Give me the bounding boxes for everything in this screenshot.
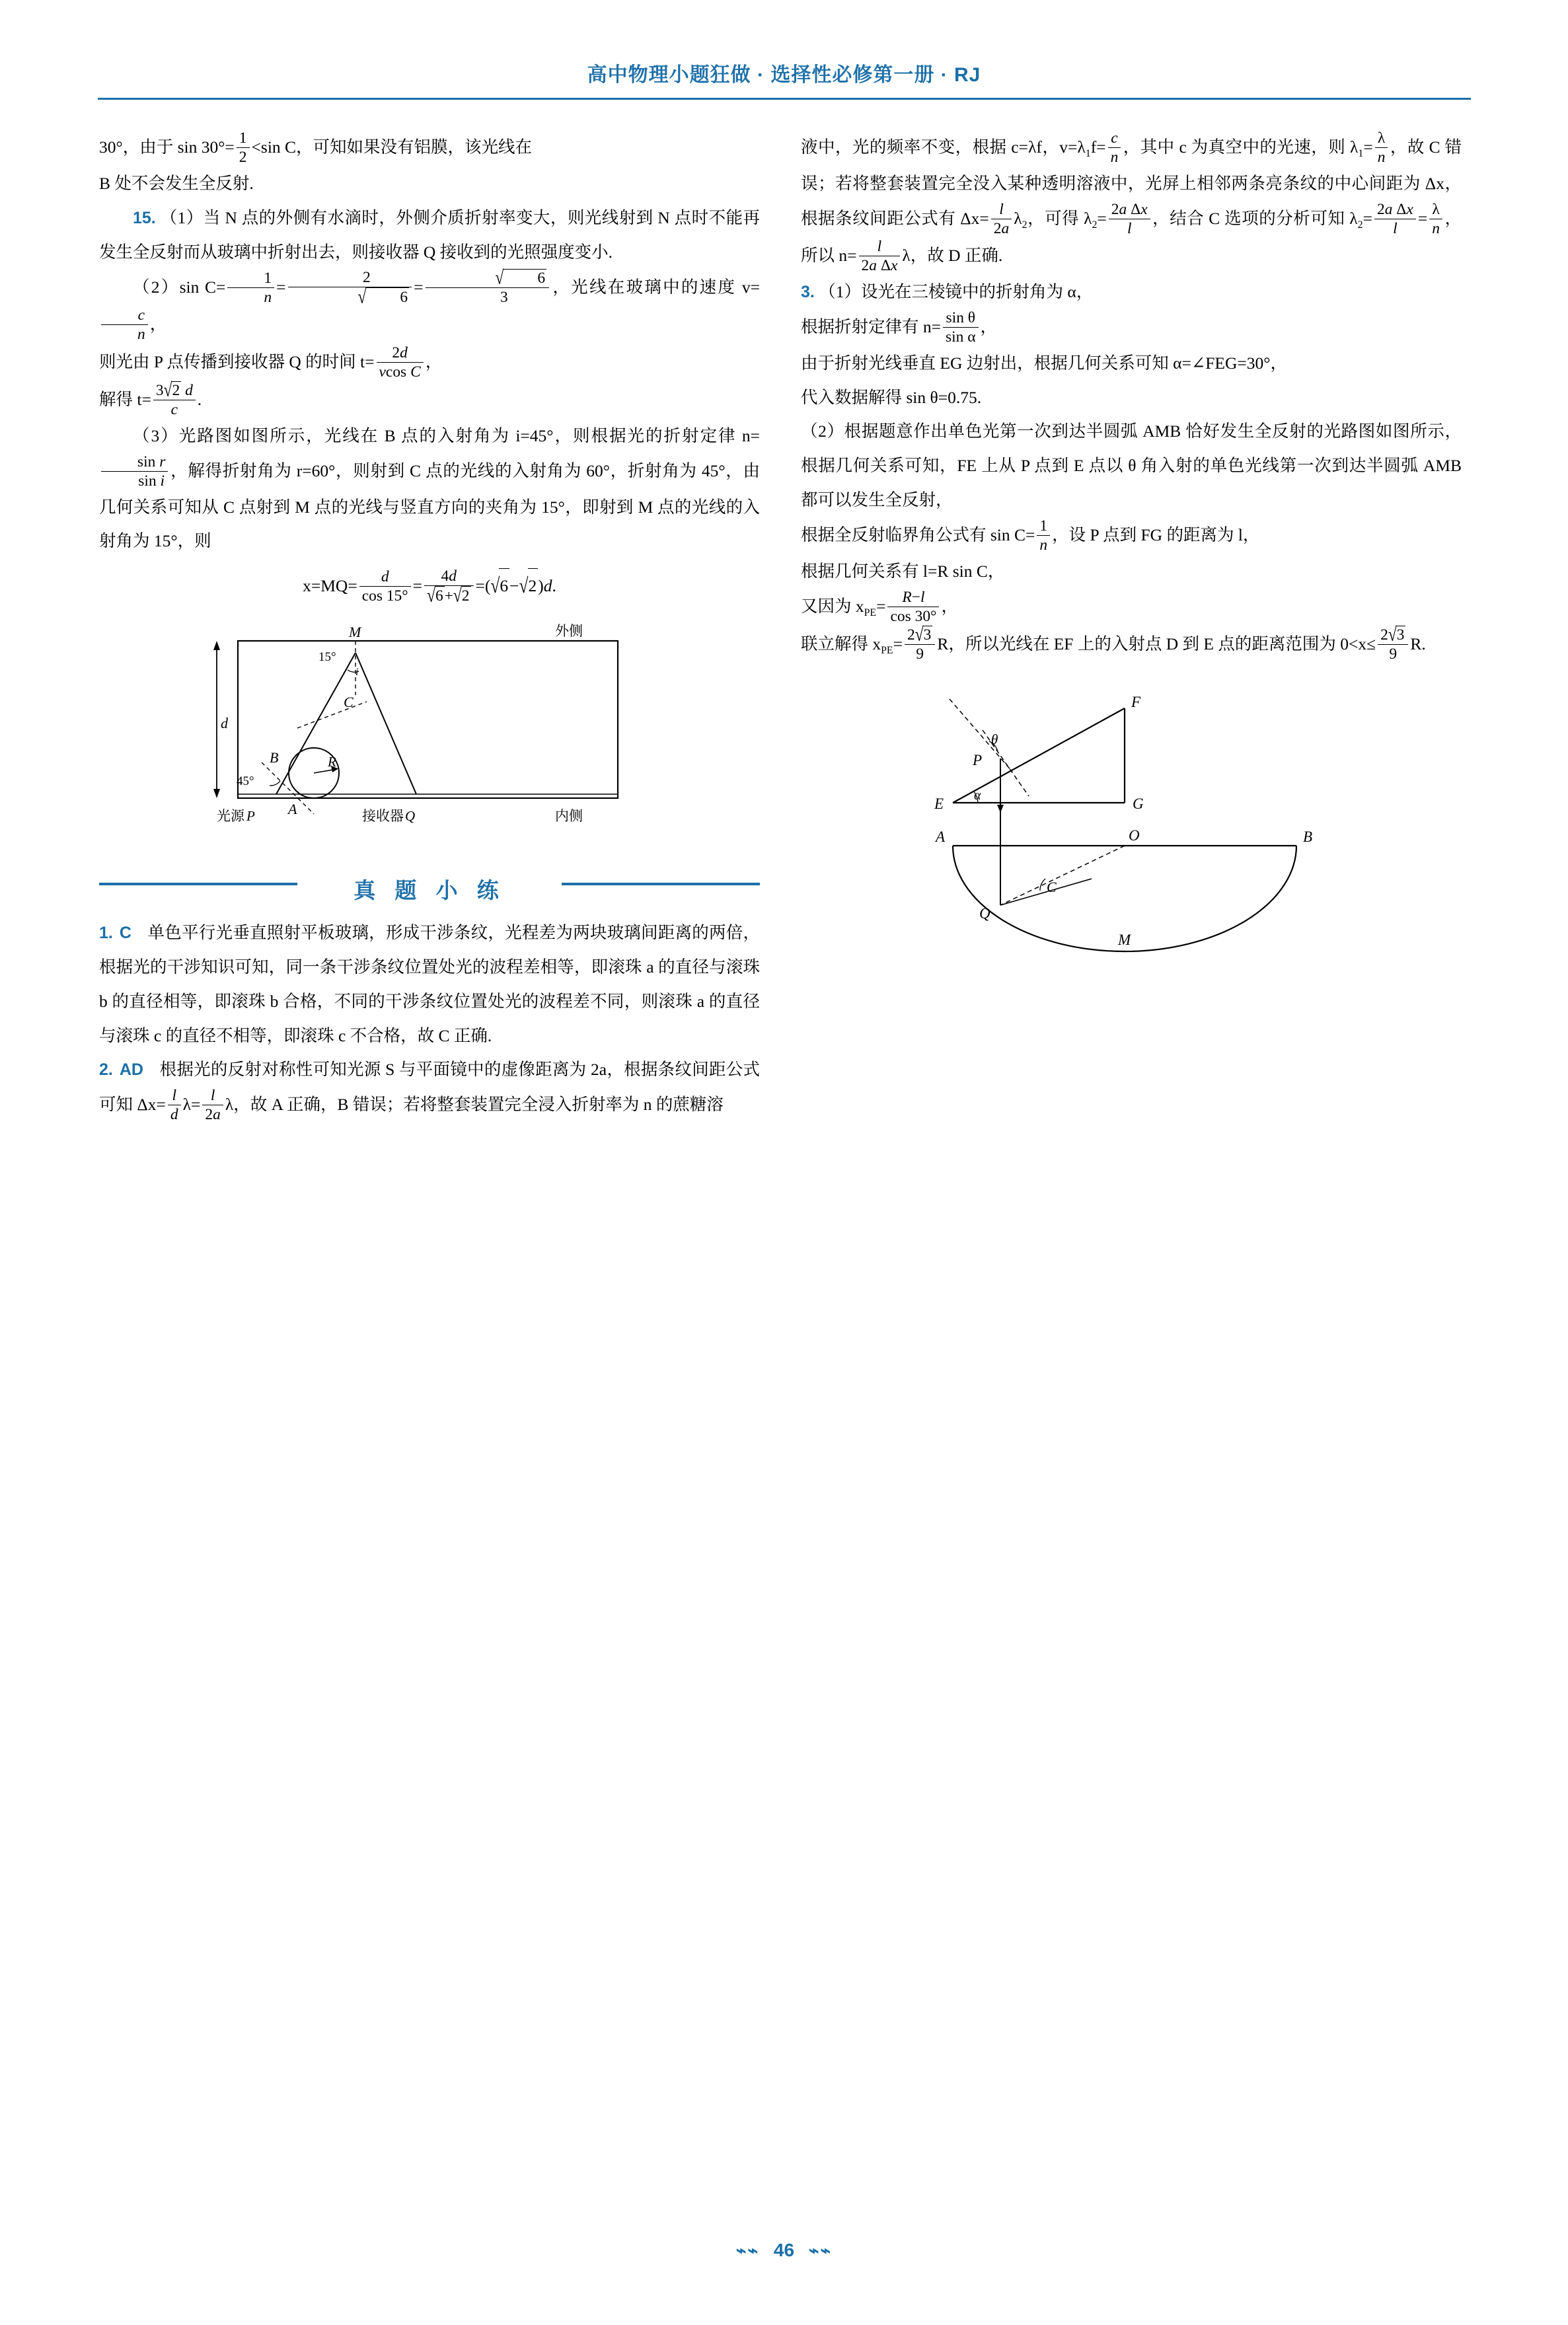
svg-text:P: P <box>246 808 255 825</box>
figure-1-svg <box>198 622 648 847</box>
section-banner <box>99 867 760 903</box>
question-1: 1. C 单色平行光垂直照射平板玻璃，形成干涉条纹，光程差为两块玻璃间距离的两倍，根据光的干涉知识可知，同一条干涉条纹位置处光的波程差相等，即滚珠 a 的直径与滚珠 b 的直径相等，即滚珠 b 合格，不同的干涉条纹位置处光的波程差不同，则滚珠 a 的直径与滚珠 c 的直径不相等，即滚珠 c 不合格，故 C 正确. <box>99 923 760 1045</box>
svg-text:C: C <box>1047 878 1057 895</box>
header-divider <box>98 98 1471 100</box>
svg-text:A: A <box>288 801 297 818</box>
q3-xpe-expression: 又因为 $x_{PE}=$ $\frac{R-l}{\cos 30^\circ}$ ， <box>801 588 958 625</box>
svg-text:i: i <box>355 667 359 679</box>
svg-text:45°: 45° <box>237 774 254 789</box>
item-15-solve-t: 解得 t= $\frac{3√2 d}{c}$ . <box>99 379 202 418</box>
svg-text:P: P <box>973 751 983 768</box>
svg-text:A: A <box>936 828 946 845</box>
footer-ornament-right: ⌁⌁ <box>808 2240 833 2260</box>
left-column <box>99 129 760 1124</box>
q3-refraction-law: 根据折射定律有 n= $\frac{\text{sin θ}}{\text{sin α}}$ ， <box>801 309 998 346</box>
q3-final-result: 联立解得 $x_{PE}=$ $\frac{2√3}{9}$ R，所以光线在 EF 上的入射点 D 到 E 点的距离范围为 0<x≤ $\frac{2√3}{9}$ R. <box>801 624 1426 663</box>
svg-text:接收器: 接收器 <box>362 809 404 825</box>
svg-text:光源: 光源 <box>217 809 244 825</box>
item-15-time: 则光由 P 点传播到接收器 Q 的时间 t= $\frac{2d}{\text{vcos C}}$ ， <box>99 344 443 381</box>
q3-geometry: 由于折射光线垂直 EG 边射出，根据几何关系可知 α=∠FEG=30°， <box>801 353 1287 373</box>
para-14-tail-2: B 处不会发生全反射. <box>99 174 254 194</box>
svg-text:R: R <box>328 754 336 770</box>
svg-text:E: E <box>934 795 944 812</box>
svg-text:F: F <box>1131 693 1141 710</box>
svg-text:内侧: 内侧 <box>555 809 583 825</box>
item-15-formula-x: x=MQ= $\frac{d}{\cos 15^\circ}$ = $\frac{4d}{√6+√2}$ =(√6−√2)d. <box>303 568 556 607</box>
svg-text:B: B <box>1303 828 1313 845</box>
svg-text:O: O <box>1129 827 1140 844</box>
svg-text:α: α <box>974 788 981 803</box>
q3-part2: （2）根据题意作出单色光第一次到达半圆弧 AMB 恰好发生全反射的光路图如图所示，根据几何关系可知，FE 上从 P 点到 E 点以 θ 角入射的单色光线第一次到达半圆弧 AMB 都可以发生全反射， <box>801 422 1462 509</box>
svg-text:Q: Q <box>405 808 416 825</box>
right-column <box>801 129 1462 978</box>
footer-ornament-left: ⌁⌁ <box>735 2240 760 2260</box>
para-14-tail: 30°，由于 sin 30°= $\frac{1}{2}$ <sin C，可知如果没有铝膜，该光线在 <box>99 129 533 166</box>
item-15-part2: （2）sin C= $\frac{1}{n}$ = $\frac{2}{√ 6}$ = $\frac{√ 6}{3}$ ，光线在玻璃中的速度 v= $\frac{c}{n}$ ， <box>99 269 760 344</box>
svg-text:外侧: 外侧 <box>555 624 583 640</box>
item-15: 15. （1）当 N 点的外侧有水滴时，外侧介质折射率变大，则光线射到 N 点时不能再发生全反射而从玻璃中折射出去，则接收器 Q 接收到的光照强度变小. <box>99 207 760 262</box>
question-2: 2. AD 根据光的反射对称性可知光源 S 与平面镜中的虚像距离为 2a，根据条纹间距公式可知 Δx= $\frac{l}{d}$ λ= $\frac{l}{2a}$ λ，故 A 正确，B 错误；若将整套装置完全浸入折射率为 n 的蔗糖溶 <box>99 1060 760 1123</box>
item-15-part3: （3）光路图如图所示，光线在 B 点的入射角为 i=45°，则根据光的折射定律 n= $\frac{\text{sin r}}{\text{sin i}}$ ，解得折射角为 r=60°，则射到 C 点的光线的入射角为 60°，折射角为 45°，由几何关系可知从 C 点射到 M 点的光线与竖直方向的夹角为 15°，即射到 M 点的光线的入射角为 15°，则 <box>99 425 760 551</box>
q3-geom-l: 根据几何关系有 l=R sin C， <box>801 561 1005 581</box>
svg-text:θ: θ <box>991 731 998 747</box>
q3-critical-angle: 根据全反射临界角公式有 sin C= $\frac{1}{n}$ ，设 P 点到 FG 的距离为 l， <box>801 517 1260 554</box>
svg-text:15°: 15° <box>318 650 336 665</box>
q3-result-sin: 代入数据解得 sin θ=0.75. <box>801 387 982 407</box>
svg-text:B: B <box>270 749 279 766</box>
svg-text:M: M <box>349 624 361 641</box>
svg-text:M: M <box>1118 931 1131 948</box>
figure-light-path-glass <box>198 622 648 847</box>
banner-bar-left <box>99 883 297 885</box>
figure-prism-semicircle <box>926 681 1336 978</box>
svg-text:C: C <box>344 694 354 711</box>
banner-title: 真 题 小 练 <box>354 878 505 903</box>
page-number: 46 <box>773 2240 795 2260</box>
page-footer <box>0 2240 1568 2261</box>
figure-2-svg <box>926 681 1336 978</box>
svg-text:d: d <box>221 715 228 732</box>
svg-text:Q: Q <box>979 904 990 922</box>
svg-text:G: G <box>1133 795 1144 812</box>
page-header: 高中物理小题狂做 · 选择性必修第一册 · RJ <box>587 64 981 86</box>
question-3: 3. （1）设光在三棱镜中的折射角为 α， <box>801 282 1094 302</box>
banner-bar-right <box>562 883 760 885</box>
question-2-continued: 液中，光的频率不变，根据 c=λf，$v=\lambda_1f=$ $\frac{c}{n}$ ，其中 c 为真空中的光速，则 $\lambda_1=$ $\frac{\lambda}{n}$ ，故 C 错误；若将整套装置完全没入某种透明溶液中，光屏上相邻两条亮条纹的中心间距为 Δx，根据条纹间距公式有 Δx= $\frac{l}{2a}$ $\lambda_2$，可得 $\lambda_2=$ $\frac{\text{2a Δx}}{l}$ ，结合 C 选项的分析可知 $\lambda_2=$ $\frac{\text{2a Δx}}{l}$ = $\frac{\lambda}{n}$ ，所以 n= $\frac{l}{\text{2a Δx}}$ λ，故 D 正确. <box>801 129 1462 274</box>
